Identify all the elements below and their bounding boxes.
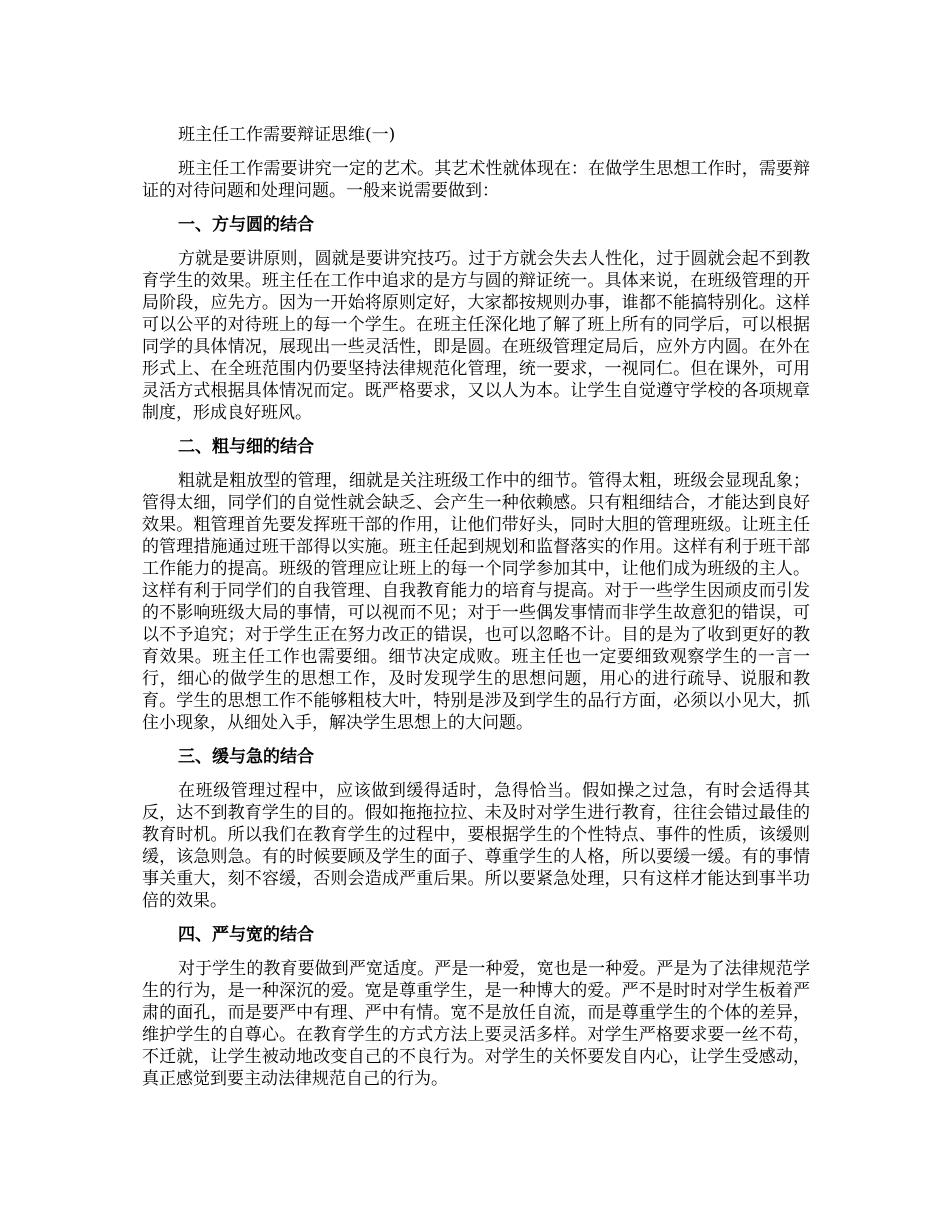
document-content — [142, 124, 810, 1102]
section-body-1: 方就是要讲原则，圆就是要讲究技巧。过于方就会失去人性化，过于圆就会起不到教育学生的效果。班主任在工作中追求的是方与圆的辩证统一。具体来说，在班级管理的开局阶段，应先方。因为一开始将原则定好，大家都按规则办事，谁都不能搞特别化。这样可以公平的对待班上的每一个学生。在班主任深化地了解了班上所有的同学后，可以根据同学的具体情况，展现出一些灵活性，即是圆。在班级管理定局后，应外方内圆。在外在形式上、在全班范围内仍要坚持法律规范化管理，统一要求，一视同仁。但在课外，可用灵活方式根据具体情况而定。既严格要求，又以人为本。让学生自觉遵守学校的各项规章制度，形成良好班风。 — [142, 249, 810, 423]
section-body-3: 在班级管理过程中，应该做到缓得适时，急得恰当。假如操之过急，有时会适得其反，达不到教育学生的目的。假如拖拖拉拉、未及时对学生进行教育，往往会错过最佳的教育时机。所以我们在教育学生的过程中，要根据学生的个性特点、事件的性质，该缓则缓，该急则急。有的时候要顾及学生的面子、尊重学生的人格，所以要缓一缓。有的事情事关重大，刻不容缓，否则会造成严重后果。所以要紧急处理，只有这样才能达到事半功倍的效果。 — [142, 781, 810, 911]
section-heading-2: 二、粗与细的结合 — [178, 437, 314, 457]
section-heading-4: 四、严与宽的结合 — [178, 925, 314, 945]
section-heading-1: 一、方与圆的结合 — [178, 215, 314, 235]
section-body-4: 对于学生的教育要做到严宽适度。严是一种爱，宽也是一种爱。严是为了法律规范学生的行为，是一种深沉的爱。宽是尊重学生，是一种博大的爱。严不是时时对学生板着严肃的面孔，而是要严中有理、严中有情。宽不是放任自流，而是尊重学生的个体的差异，维护学生的自尊心。在教育学生的方式方法上要灵活多样。对学生严格要求要一丝不苟，不迁就，让学生被动地改变自己的不良行为。对学生的关怀要发自内心，让学生受感动，真正感觉到要主动法律规范自己的行为。 — [142, 959, 810, 1089]
section-body-2: 粗就是粗放型的管理，细就是关注班级工作中的细节。管得太粗，班级会显现乱象；管得太细，同学们的自觉性就会缺乏、会产生一种依赖感。只有粗细结合，才能达到良好效果。粗管理首先要发挥班干部的作用，让他们带好头，同时大胆的管理班级。让班主任的管理措施通过班干部得以实施。班主任起到规划和监督落实的作用。这样有利于班干部工作能力的提高。班级的管理应让班上的每一个同学参加其中，让他们成为班级的主人。这样有利于同学们的自我管理、自我教育能力的培育与提高。对于一些学生因顽皮而引发的不影响班级大局的事情，可以视而不见；对于一些偶发事情而非学生故意犯的错误，可以不予追究；对于学生正在努力改正的错误，也可以忽略不计。目的是为了收到更好的教育效果。班主任工作也需要细。细节决定成败。班主任也一定要细致观察学生的一言一行，细心的做学生的思想工作，及时发现学生的思想问题，用心的进行疏导、说服和教育。学生的思想工作不能够粗枝大叶，特别是涉及到学生的品行方面，必须以小见大，抓住小现象，从细处入手，解决学生思想上的大问题。 — [142, 471, 810, 733]
document-title: 班主任工作需要辩证思维(一) — [178, 125, 396, 145]
section-heading-3: 三、缓与急的结合 — [178, 747, 314, 767]
intro-paragraph: 班主任工作需要讲究一定的艺术。其艺术性就体现在：在做学生思想工作时，需要辩证的对待问题和处理问题。一般来说需要做到： — [142, 159, 810, 201]
